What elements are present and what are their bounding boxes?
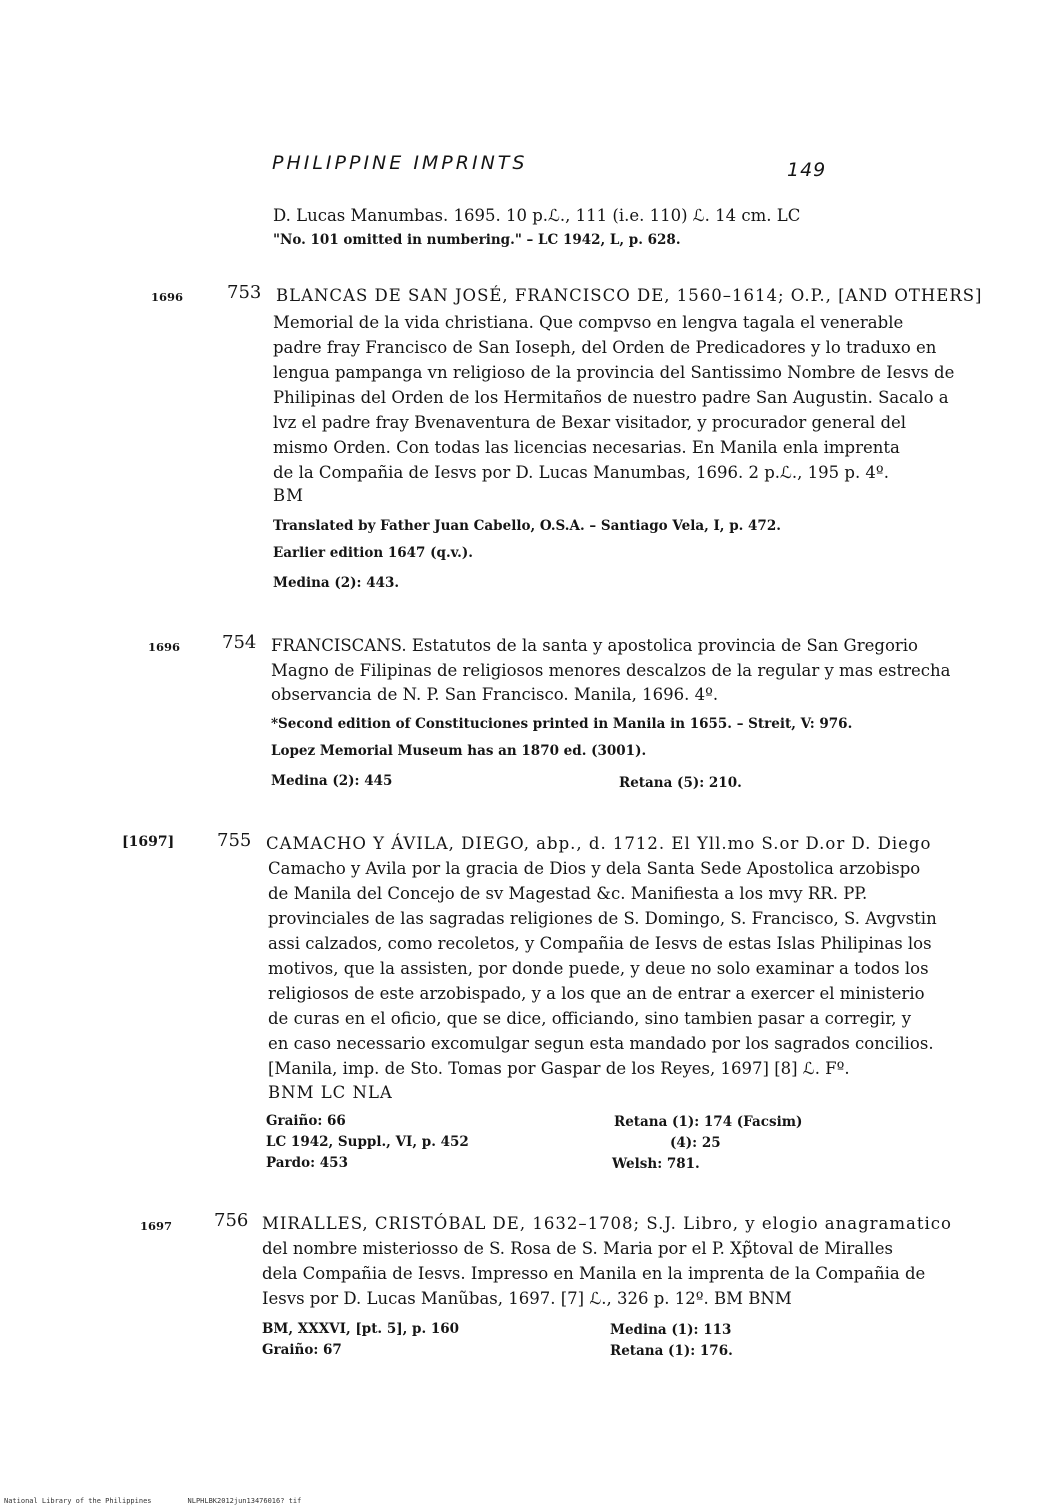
- entry-line: lvz el padre fray Bvenaventura de Bexar visitador, y procurador general del: [273, 413, 907, 432]
- entry-line: religiosos de este arzobispado, y a los que an de entrar a exercer el ministerio: [268, 984, 925, 1003]
- entry-line: Camacho y Avila por la gracia de Dios y dela Santa Sede Apostolica arzobispo: [268, 859, 921, 878]
- footer-library: National Library of the Philippines: [4, 1497, 152, 1505]
- entry-line: de curas en el oficio, que se dice, officiando, sino tambien pasar a corregir, y: [268, 1009, 912, 1028]
- entry-line: motivos, que la assisten, por donde puede, y deue no solo examinar a todos los: [268, 959, 929, 978]
- entry-number: 755: [217, 830, 252, 851]
- entry-line: Iesvs por D. Lucas Manũbas, 1697. [7] ℒ., 326 p. 12º. BM BNM: [262, 1289, 792, 1308]
- entry-line: Philipinas del Orden de los Hermitaños de nuestro padre San Augustin. Sacalo a: [273, 388, 949, 407]
- entry-note: Earlier edition 1647 (q.v.).: [273, 545, 473, 561]
- running-title: PHILIPPINE IMPRINTS: [272, 152, 528, 174]
- entry-reference: Medina (2): 445: [271, 773, 393, 789]
- entry-line: de Manila del Concejo de sv Magestad &c. Manifiesta a los mvy RR. PP.: [268, 884, 868, 903]
- entry-line: [Manila, imp. de Sto. Tomas por Gaspar de los Reyes, 1697] [8] ℒ. Fº.: [268, 1059, 850, 1078]
- entry-line: padre fray Francisco de San Ioseph, del Orden de Predicadores y lo traduxo en: [273, 338, 937, 357]
- entry-line: provinciales de las sagradas religiones de S. Domingo, S. Francisco, S. Avgvstin: [268, 909, 937, 928]
- entry-reference: Graiño: 66: [266, 1113, 346, 1129]
- entry-line: dela Compañia de Iesvs. Impresso en Manila en la imprenta de la Compañia de: [262, 1264, 926, 1283]
- footer-filename: NLPHLBK2012jun13476016? tif: [187, 1497, 302, 1505]
- entry-line: Magno de Filipinas de religiosos menores descalzos de la regular y mas estrecha: [271, 661, 951, 680]
- entry-line: del nombre misteriosso de S. Rosa de S. Maria por el P. Xp̃toval de Miralles: [262, 1239, 893, 1258]
- entry-holdings: BM: [273, 486, 305, 505]
- scan-footer: [4, 1497, 301, 1505]
- entry-reference: Retana (1): 174 (Facsim): [614, 1114, 803, 1130]
- entry-reference: Welsh: 781.: [612, 1156, 700, 1172]
- entry-number: 756: [214, 1210, 249, 1231]
- entry-year: [1697]: [122, 834, 175, 850]
- entry-reference: Pardo: 453: [266, 1155, 348, 1171]
- entry-heading: FRANCISCANS. Estatutos de la santa y apostolica provincia de San Gregorio: [271, 636, 918, 655]
- entry-reference: Graiño: 67: [262, 1342, 342, 1358]
- entry-reference: Medina (1): 113: [610, 1322, 732, 1338]
- entry-number: 754: [222, 632, 257, 653]
- continuation-line: D. Lucas Manumbas. 1695. 10 p.ℒ., 111 (i.e. 110) ℒ. 14 cm. LC: [273, 206, 801, 225]
- entry-reference: Retana (5): 210.: [619, 775, 742, 791]
- entry-reference: LC 1942, Suppl., VI, p. 452: [266, 1134, 469, 1150]
- entry-reference: BM, XXXVI, [pt. 5], p. 160: [262, 1321, 460, 1337]
- entry-reference: (4): 25: [670, 1135, 721, 1151]
- entry-heading: MIRALLES, CRISTÓBAL DE, 1632–1708; S.J. Libro, y elogio anagramatico: [262, 1214, 952, 1233]
- entry-line: assi calzados, como recoletos, y Compañia de Iesvs de estas Islas Philipinas los: [268, 934, 932, 953]
- entry-line: lengua pampanga vn religioso de la provincia del Santissimo Nombre de Iesvs de: [273, 363, 955, 382]
- entry-holdings: BNM LC NLA: [268, 1083, 393, 1102]
- entry-heading: CAMACHO Y ÁVILA, DIEGO, abp., d. 1712. El Yll.mo S.or D.or D. Diego: [266, 834, 932, 853]
- entry-line: mismo Orden. Con todas las licencias necesarias. En Manila enla imprenta: [273, 438, 900, 457]
- entry-note: Medina (2): 443.: [273, 575, 400, 591]
- entry-reference: Retana (1): 176.: [610, 1343, 733, 1359]
- entry-year: 1696: [151, 290, 184, 304]
- continuation-note: "No. 101 omitted in numbering." – LC 1942, L, p. 628.: [273, 232, 681, 248]
- entry-number: 753: [227, 282, 262, 303]
- entry-line: Memorial de la vida christiana. Que compvso en lengva tagala el venerable: [273, 313, 904, 332]
- entry-heading: BLANCAS DE SAN JOSÉ, FRANCISCO DE, 1560–1614; O.P., [AND OTHERS]: [276, 286, 983, 305]
- entry-year: 1697: [140, 1219, 173, 1233]
- entry-line: en caso necessario excomulgar segun esta mandado por los sagrados concilios.: [268, 1034, 934, 1053]
- entry-line: observancia de N. P. San Francisco. Manila, 1696. 4º.: [271, 685, 719, 704]
- entry-line: de la Compañia de Iesvs por D. Lucas Manumbas, 1696. 2 p.ℒ., 195 p. 4º.: [273, 463, 889, 482]
- entry-note: Translated by Father Juan Cabello, O.S.A. – Santiago Vela, I, p. 472.: [273, 518, 781, 534]
- entry-year: 1696: [148, 640, 181, 654]
- entry-note: Lopez Memorial Museum has an 1870 ed. (3001).: [271, 743, 647, 759]
- page-number: 149: [787, 159, 827, 181]
- entry-note: *Second edition of Constituciones printed in Manila in 1655. – Streit, V: 976.: [271, 716, 853, 732]
